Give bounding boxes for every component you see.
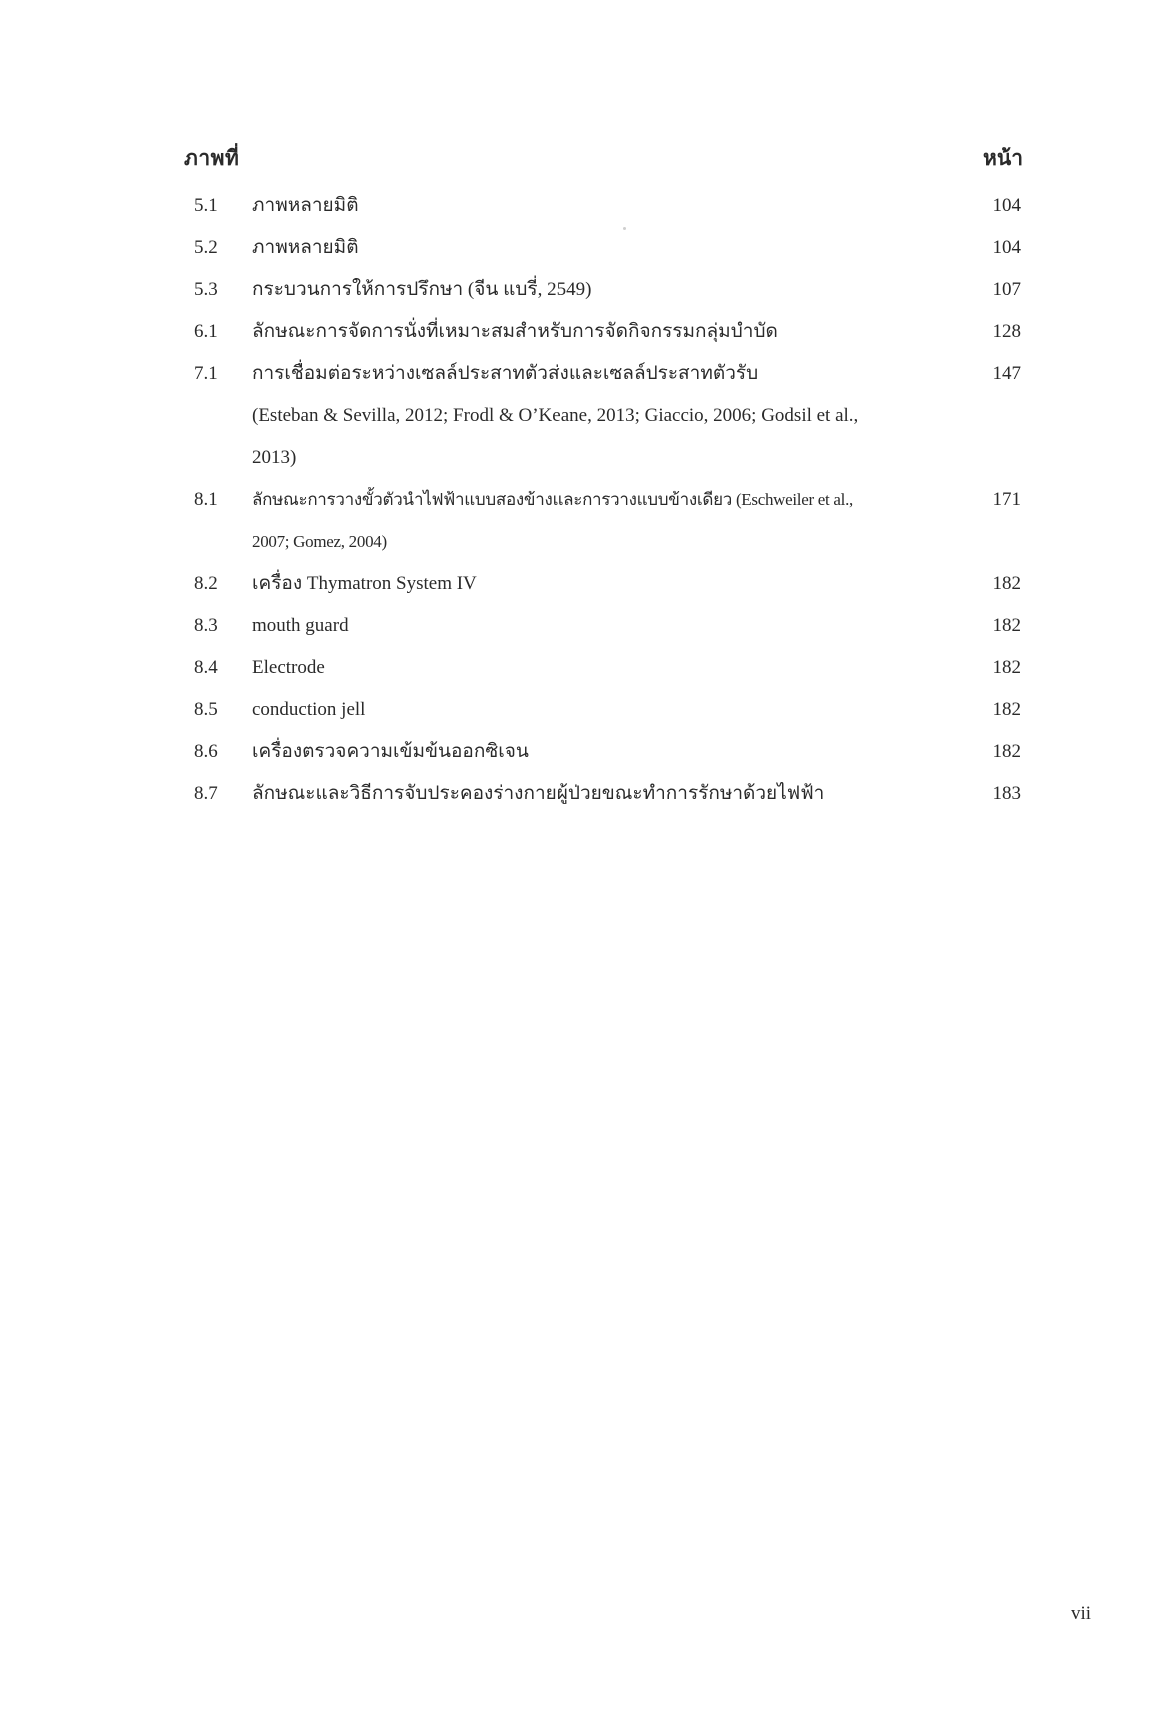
figure-title: เครื่องตรวจความเข้มข้นออกซิเจน bbox=[252, 741, 529, 762]
list-item bbox=[0, 731, 1164, 773]
figure-number: 8.4 bbox=[194, 657, 218, 678]
list-item bbox=[0, 605, 1164, 647]
list-item bbox=[0, 479, 1164, 521]
figure-title: ภาพหลายมิติ bbox=[252, 237, 359, 258]
column-header-figure: ภาพที่ bbox=[184, 146, 240, 170]
list-item-continuation bbox=[0, 437, 1164, 479]
list-item bbox=[0, 227, 1164, 269]
list-item bbox=[0, 773, 1164, 815]
figure-title: ภาพหลายมิติ bbox=[252, 195, 359, 216]
figure-title-continuation: 2007; Gomez, 2004) bbox=[252, 532, 387, 551]
figure-number: 6.1 bbox=[194, 321, 218, 342]
figure-title: ลักษณะการจัดการนั่งที่เหมาะสมสำหรับการจัดกิจกรรมกลุ่มบำบัด bbox=[252, 321, 778, 342]
page-folio: vii bbox=[1070, 1603, 1091, 1624]
page-number: 182 bbox=[992, 741, 1021, 762]
figure-title-continuation: (Esteban & Sevilla, 2012; Frodl & O’Keane, 2013; Giaccio, 2006; Godsil et al., bbox=[252, 405, 859, 426]
figure-title: การเชื่อมต่อระหว่างเซลล์ประสาทตัวส่งและเซลล์ประสาทตัวรับ bbox=[252, 363, 759, 384]
page-number: 171 bbox=[992, 489, 1021, 510]
figure-title: mouth guard bbox=[252, 615, 349, 636]
list-item bbox=[0, 269, 1164, 311]
list-item bbox=[0, 647, 1164, 689]
list-item bbox=[0, 353, 1164, 395]
figure-number: 8.1 bbox=[194, 489, 218, 510]
figure-number: 8.6 bbox=[194, 741, 218, 762]
page-number: 182 bbox=[992, 699, 1021, 720]
figure-number: 8.2 bbox=[194, 573, 218, 594]
figure-title: กระบวนการให้การปรึกษา (จีน แบรี่, 2549) bbox=[252, 279, 592, 300]
figure-title: เครื่อง Thymatron System IV bbox=[252, 573, 477, 594]
list-item bbox=[0, 563, 1164, 605]
page-number: 182 bbox=[992, 615, 1021, 636]
list-item bbox=[0, 185, 1164, 227]
figure-number: 5.2 bbox=[194, 237, 218, 258]
figure-number: 5.1 bbox=[194, 195, 218, 216]
page-number: 182 bbox=[992, 657, 1021, 678]
page-number: 147 bbox=[992, 363, 1021, 384]
list-item bbox=[0, 689, 1164, 731]
figure-title: Electrode bbox=[252, 657, 325, 678]
figure-title-continuation: 2013) bbox=[252, 447, 297, 468]
page-number: 128 bbox=[992, 321, 1021, 342]
figure-title: ลักษณะการวางขั้วตัวนำไฟฟ้าแบบสองข้างและการวางแบบข้างเดียว (Eschweiler et al., bbox=[252, 490, 853, 509]
figure-number: 8.5 bbox=[194, 699, 218, 720]
page-number: 183 bbox=[992, 783, 1021, 804]
figure-title: conduction jell bbox=[252, 699, 366, 720]
page-number: 104 bbox=[992, 237, 1021, 258]
figure-number: 7.1 bbox=[194, 363, 218, 384]
page-number: 182 bbox=[992, 573, 1021, 594]
list-item bbox=[0, 311, 1164, 353]
figure-number: 5.3 bbox=[194, 279, 218, 300]
figure-number: 8.7 bbox=[194, 783, 218, 804]
figure-title: ลักษณะและวิธีการจับประคองร่างกายผู้ป่วยขณะทำการรักษาด้วยไฟฟ้า bbox=[252, 783, 825, 804]
page-number: 104 bbox=[992, 195, 1021, 216]
figure-list bbox=[0, 185, 1164, 815]
page-number: 107 bbox=[992, 279, 1021, 300]
figure-number: 8.3 bbox=[194, 615, 218, 636]
column-header-page: หน้า bbox=[983, 146, 1023, 170]
list-item-continuation bbox=[0, 521, 1164, 563]
list-item-continuation bbox=[0, 395, 1164, 437]
